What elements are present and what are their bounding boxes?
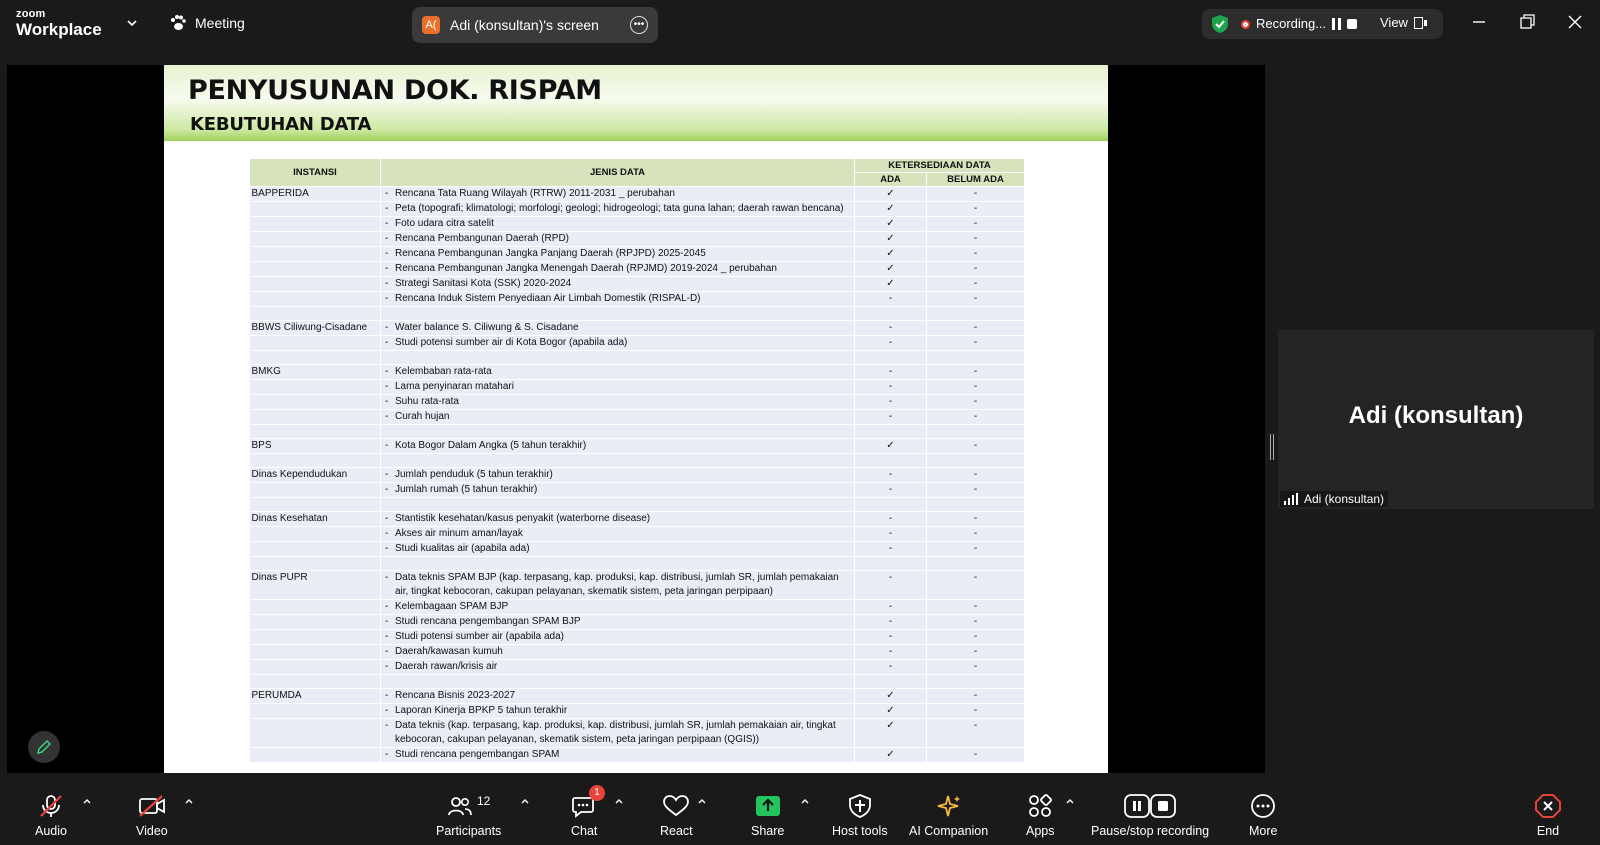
empty-cell — [381, 557, 855, 571]
shield-check-icon[interactable] — [1210, 14, 1230, 34]
close-icon[interactable] — [1565, 12, 1585, 32]
heart-icon — [662, 794, 690, 818]
belum-ada-cell: - — [927, 660, 1025, 675]
instansi-cell — [250, 336, 381, 351]
instansi-cell — [250, 645, 381, 660]
ada-cell: - — [855, 395, 927, 410]
jenis-data-cell: - Rencana Pembangunan Jangka Menengah Daerah (RPJMD) 2019-2024 _ perubahan — [381, 262, 855, 277]
table-row — [250, 277, 1025, 292]
table-row — [250, 527, 1025, 542]
ada-cell: - — [855, 321, 927, 336]
belum-ada-cell: - — [927, 542, 1025, 557]
ada-cell: - — [855, 483, 927, 498]
stop-icon[interactable] — [1347, 19, 1357, 29]
belum-ada-cell: - — [927, 321, 1025, 336]
slide-subtitle: KEBUTUHAN DATA — [190, 114, 372, 135]
recording-dot-icon — [1241, 20, 1250, 29]
instansi-cell — [250, 704, 381, 719]
screen-avatar: A( — [422, 16, 440, 34]
empty-cell — [250, 498, 381, 512]
participant-footer — [1280, 491, 1388, 507]
jenis-data-cell: - Data teknis SPAM BJP (kap. terpasang, kap. produksi, kap. distribusi, jumlah SR, jumlah pemakaian air, tingkat kebocoran, cakupan pelayanan, skematik sistem, peta jaringan perpipaan) — [381, 571, 855, 600]
slide-title: PENYUSUNAN DOK. RISPAM — [188, 75, 602, 106]
ada-cell: - — [855, 336, 927, 351]
table-gap-row — [250, 351, 1025, 365]
share-screen-icon — [755, 794, 781, 818]
belum-ada-cell: - — [927, 468, 1025, 483]
audio-caret-icon[interactable] — [82, 796, 92, 806]
participant-name: Adi (konsultan) — [1348, 402, 1524, 429]
table-row — [250, 232, 1025, 247]
belum-ada-cell: - — [927, 512, 1025, 527]
belum-ada-cell: - — [927, 232, 1025, 247]
ada-cell: - — [855, 380, 927, 395]
video-off-icon — [137, 794, 167, 818]
more-options-icon[interactable]: ••• — [630, 16, 648, 34]
empty-cell — [381, 425, 855, 439]
empty-cell — [855, 498, 927, 512]
empty-cell — [250, 351, 381, 365]
belum-ada-cell: - — [927, 410, 1025, 425]
table-row — [250, 689, 1025, 704]
apps-caret-icon[interactable] — [1065, 796, 1075, 806]
ada-cell: ✓ — [855, 187, 927, 202]
jenis-data-cell: - Studi potensi sumber air di Kota Bogor (apabila ada) — [381, 336, 855, 351]
brand-line1: zoom — [16, 8, 46, 20]
ada-cell: - — [855, 468, 927, 483]
belum-ada-cell: - — [927, 704, 1025, 719]
table-row — [250, 468, 1025, 483]
ada-cell: ✓ — [855, 748, 927, 763]
table-gap-row — [250, 557, 1025, 571]
jenis-data-cell: - Studi kualitas air (apabila ada) — [381, 542, 855, 557]
participants-count: 12 — [476, 794, 491, 808]
table-row — [250, 600, 1025, 615]
more-button[interactable] — [1249, 794, 1277, 838]
microphone-muted-icon — [38, 794, 64, 818]
audio-button[interactable] — [35, 794, 67, 838]
table-row — [250, 380, 1025, 395]
share-label: Share — [751, 824, 785, 838]
instansi-cell — [250, 410, 381, 425]
zoom-logo — [16, 9, 102, 38]
belum-ada-cell: - — [927, 365, 1025, 380]
jenis-data-cell: - Rencana Pembangunan Jangka Panjang Daerah (RPJPD) 2025-2045 — [381, 247, 855, 262]
belum-ada-cell: - — [927, 748, 1025, 763]
meeting-label: Meeting — [195, 15, 245, 31]
jenis-data-cell: - Rencana Bisnis 2023-2027 — [381, 689, 855, 704]
view-layout-icon — [1414, 17, 1428, 29]
empty-cell — [381, 454, 855, 468]
jenis-data-cell: - Studi rencana pengembangan SPAM BJP — [381, 615, 855, 630]
ai-companion-label: AI Companion — [909, 824, 989, 838]
empty-cell — [855, 351, 927, 365]
ada-cell: - — [855, 542, 927, 557]
jenis-data-cell: - Rencana Pembangunan Daerah (RPD) — [381, 232, 855, 247]
shared-slide — [164, 65, 1108, 773]
recording-label: Recording... — [1256, 16, 1327, 31]
table-row — [250, 321, 1025, 336]
instansi-cell — [250, 292, 381, 307]
ada-cell: ✓ — [855, 277, 927, 292]
shield-icon — [847, 794, 873, 818]
belum-ada-cell: - — [927, 439, 1025, 454]
jenis-data-cell: - Kelembagaan SPAM BJP — [381, 600, 855, 615]
view-label: View — [1380, 15, 1408, 30]
table-gap-row — [250, 498, 1025, 512]
ada-cell: - — [855, 571, 927, 600]
instansi-cell — [250, 232, 381, 247]
jenis-data-cell: - Studi potensi sumber air (apabila ada) — [381, 630, 855, 645]
table-row — [250, 660, 1025, 675]
jenis-data-cell: - Kelembaban rata-rata — [381, 365, 855, 380]
instansi-cell — [250, 600, 381, 615]
table-row — [250, 247, 1025, 262]
belum-ada-cell: - — [927, 277, 1025, 292]
jenis-data-cell: - Lama penyinaran matahari — [381, 380, 855, 395]
belum-ada-cell: - — [927, 187, 1025, 202]
table-row — [250, 262, 1025, 277]
empty-cell — [250, 307, 381, 321]
ada-cell: - — [855, 512, 927, 527]
table-row — [250, 483, 1025, 498]
ada-cell: - — [855, 410, 927, 425]
table-row — [250, 439, 1025, 454]
host-tools-button[interactable] — [832, 794, 888, 838]
instansi-cell — [250, 719, 381, 748]
belum-ada-cell: - — [927, 336, 1025, 351]
empty-cell — [927, 675, 1025, 689]
instansi-cell — [250, 277, 381, 292]
belum-ada-cell: - — [927, 202, 1025, 217]
jenis-data-cell: - Curah hujan — [381, 410, 855, 425]
participant-tile[interactable] — [1278, 330, 1594, 509]
table-row — [250, 719, 1025, 748]
jenis-data-cell: - Stantistik kesehatan/kasus penyakit (waterborne disease) — [381, 512, 855, 527]
belum-ada-cell: - — [927, 630, 1025, 645]
table-row — [250, 202, 1025, 217]
chevron-down-icon[interactable] — [126, 17, 138, 29]
instansi-cell: BMKG — [250, 365, 381, 380]
belum-ada-cell: - — [927, 600, 1025, 615]
table-gap-row — [250, 307, 1025, 321]
belum-ada-cell: - — [927, 247, 1025, 262]
jenis-data-cell: - Rencana Induk Sistem Penyediaan Air Limbah Domestik (RISPAL-D) — [381, 292, 855, 307]
more-label: More — [1249, 824, 1278, 838]
jenis-data-cell: - Foto udara citra satelit — [381, 217, 855, 232]
audio-label: Audio — [35, 824, 67, 838]
jenis-data-cell: - Kota Bogor Dalam Angka (5 tahun terakhir) — [381, 439, 855, 454]
table-row — [250, 542, 1025, 557]
pencil-icon — [36, 739, 52, 755]
belum-ada-cell: - — [927, 571, 1025, 600]
empty-cell — [855, 557, 927, 571]
apps-icon — [1027, 794, 1053, 818]
header-ada: ADA — [855, 173, 927, 187]
instansi-cell: Dinas PUPR — [250, 571, 381, 600]
jenis-data-cell: - Rencana Tata Ruang Wilayah (RTRW) 2011-2031 _ perubahan — [381, 187, 855, 202]
view-menu[interactable] — [1380, 15, 1428, 30]
instansi-cell — [250, 615, 381, 630]
ada-cell: ✓ — [855, 202, 927, 217]
belum-ada-cell: - — [927, 527, 1025, 542]
belum-ada-cell: - — [927, 483, 1025, 498]
header-ketersediaan: KETERSEDIAAN DATA — [855, 159, 1025, 173]
table-row — [250, 748, 1025, 763]
instansi-cell — [250, 262, 381, 277]
instansi-cell — [250, 395, 381, 410]
jenis-data-cell: - Studi rencana pengembangan SPAM — [381, 748, 855, 763]
instansi-cell: PERUMDA — [250, 689, 381, 704]
ada-cell: - — [855, 645, 927, 660]
header-jenis-data: JENIS DATA — [381, 159, 855, 187]
jenis-data-cell: - Suhu rata-rata — [381, 395, 855, 410]
instansi-cell: BAPPERIDA — [250, 187, 381, 202]
empty-cell — [927, 351, 1025, 365]
minimize-icon[interactable] — [1469, 12, 1489, 32]
ada-cell: ✓ — [855, 247, 927, 262]
instansi-cell — [250, 542, 381, 557]
table-row — [250, 512, 1025, 527]
annotate-button[interactable] — [28, 731, 60, 763]
instansi-cell: Dinas Kesehatan — [250, 512, 381, 527]
sparkle-icon — [936, 794, 962, 818]
empty-cell — [250, 675, 381, 689]
react-button[interactable] — [660, 794, 693, 838]
react-label: React — [660, 824, 693, 838]
jenis-data-cell: - Strategi Sanitasi Kota (SSK) 2020-2024 — [381, 277, 855, 292]
ada-cell: ✓ — [855, 689, 927, 704]
participants-icon — [447, 794, 473, 818]
instansi-cell: BPS — [250, 439, 381, 454]
jenis-data-cell: - Jumlah penduduk (5 tahun terakhir) — [381, 468, 855, 483]
meeting-menu[interactable] — [169, 14, 245, 32]
empty-cell — [927, 557, 1025, 571]
belum-ada-cell: - — [927, 719, 1025, 748]
instansi-cell — [250, 660, 381, 675]
paw-icon — [169, 14, 187, 32]
header-instansi: INSTANSI — [250, 159, 381, 187]
video-button[interactable] — [136, 794, 168, 838]
belum-ada-cell: - — [927, 615, 1025, 630]
table-row — [250, 187, 1025, 202]
instansi-cell — [250, 380, 381, 395]
table-gap-row — [250, 425, 1025, 439]
ada-cell: ✓ — [855, 719, 927, 748]
instansi-cell — [250, 630, 381, 645]
table-body — [250, 187, 1025, 763]
empty-cell — [927, 425, 1025, 439]
empty-cell — [381, 498, 855, 512]
table-row — [250, 336, 1025, 351]
participants-label: Participants — [436, 824, 502, 838]
belum-ada-cell: - — [927, 292, 1025, 307]
end-icon — [1535, 794, 1561, 818]
chat-badge: 1 — [589, 785, 605, 801]
empty-cell — [855, 425, 927, 439]
belum-ada-cell: - — [927, 262, 1025, 277]
chat-button[interactable] — [571, 794, 597, 838]
share-button[interactable] — [751, 794, 784, 838]
ada-cell: ✓ — [855, 704, 927, 719]
table-row — [250, 217, 1025, 232]
signal-icon — [1284, 493, 1298, 505]
ada-cell: - — [855, 660, 927, 675]
video-label: Video — [136, 824, 168, 838]
jenis-data-cell: - Daerah rawan/krisis air — [381, 660, 855, 675]
ada-cell: - — [855, 600, 927, 615]
ada-cell: - — [855, 527, 927, 542]
belum-ada-cell: - — [927, 645, 1025, 660]
table-row — [250, 704, 1025, 719]
screen-label: Adi (konsultan)'s screen — [450, 17, 599, 33]
ada-cell: ✓ — [855, 439, 927, 454]
jenis-data-cell: - Data teknis (kap. terpasang, kap. produksi, kap. distribusi, jumlah SR, jumlah pemakaian air, tingkat kebocoran, cakupan pelayanan, skematik sistem, peta jaringan perpipaan (QGIS)) — [381, 719, 855, 748]
ada-cell: - — [855, 365, 927, 380]
apps-label: Apps — [1026, 824, 1055, 838]
slide-header — [164, 65, 1108, 141]
apps-button[interactable] — [1026, 794, 1055, 838]
empty-cell — [381, 307, 855, 321]
ada-cell: ✓ — [855, 232, 927, 247]
table-row — [250, 571, 1025, 600]
pause-stop-label: Pause/stop recording — [1091, 824, 1210, 838]
empty-cell — [381, 675, 855, 689]
header-belum-ada: BELUM ADA — [927, 173, 1025, 187]
table-row — [250, 292, 1025, 307]
jenis-data-cell: - Laporan Kinerja BPKP 5 tahun terakhir — [381, 704, 855, 719]
ai-companion-button[interactable] — [909, 794, 988, 838]
empty-cell — [927, 498, 1025, 512]
pause-stop-icon — [1124, 794, 1176, 818]
jenis-data-cell: - Jumlah rumah (5 tahun terakhir) — [381, 483, 855, 498]
instansi-cell — [250, 247, 381, 262]
share-caret-icon[interactable] — [800, 796, 810, 806]
meeting-toolbar — [0, 788, 1600, 845]
brand-line2: Workplace — [16, 20, 102, 39]
ada-cell: ✓ — [855, 262, 927, 277]
instansi-cell — [250, 217, 381, 232]
empty-cell — [250, 454, 381, 468]
belum-ada-cell: - — [927, 689, 1025, 704]
jenis-data-cell: - Water balance S. Ciliwung & S. Cisadane — [381, 321, 855, 336]
chat-caret-icon[interactable] — [614, 796, 624, 806]
belum-ada-cell: - — [927, 395, 1025, 410]
screen-share-indicator[interactable] — [412, 7, 658, 43]
jenis-data-cell: - Peta (topografi; klimatologi; morfologi; geologi; hidrogeologi; tata guna lahan; daerah rawan bencana) — [381, 202, 855, 217]
instansi-cell — [250, 202, 381, 217]
empty-cell — [927, 307, 1025, 321]
table-row — [250, 410, 1025, 425]
table-gap-row — [250, 454, 1025, 468]
jenis-data-cell: - Akses air minum aman/layak — [381, 527, 855, 542]
ada-cell: - — [855, 615, 927, 630]
restore-icon[interactable] — [1517, 12, 1537, 32]
resize-handle[interactable] — [1270, 434, 1274, 460]
data-table — [249, 158, 1025, 763]
end-button[interactable] — [1535, 794, 1561, 838]
participant-footer-name: Adi (konsultan) — [1304, 492, 1385, 506]
empty-cell — [250, 425, 381, 439]
empty-cell — [927, 454, 1025, 468]
end-label: End — [1536, 824, 1560, 838]
belum-ada-cell: - — [927, 380, 1025, 395]
recording-panel — [1202, 9, 1443, 39]
host-tools-label: Host tools — [832, 824, 888, 838]
instansi-cell — [250, 483, 381, 498]
participants-button[interactable] — [436, 794, 501, 838]
instansi-cell: Dinas Kependudukan — [250, 468, 381, 483]
table-row — [250, 645, 1025, 660]
empty-cell — [250, 557, 381, 571]
empty-cell — [855, 675, 927, 689]
ada-cell: - — [855, 630, 927, 645]
empty-cell — [381, 351, 855, 365]
title-bar — [0, 0, 1600, 47]
table-row — [250, 395, 1025, 410]
jenis-data-cell: - Daerah/kawasan kumuh — [381, 645, 855, 660]
instansi-cell — [250, 527, 381, 542]
instansi-cell — [250, 748, 381, 763]
table-row — [250, 615, 1025, 630]
ada-cell: - — [855, 292, 927, 307]
table-row — [250, 365, 1025, 380]
video-caret-icon[interactable] — [184, 796, 194, 806]
table-row — [250, 630, 1025, 645]
pause-icon[interactable] — [1332, 18, 1342, 30]
empty-cell — [855, 307, 927, 321]
belum-ada-cell: - — [927, 217, 1025, 232]
empty-cell — [855, 454, 927, 468]
table-gap-row — [250, 675, 1025, 689]
participants-caret-icon[interactable] — [520, 796, 530, 806]
react-caret-icon[interactable] — [697, 796, 707, 806]
more-icon — [1250, 794, 1276, 818]
ada-cell: ✓ — [855, 217, 927, 232]
pause-stop-recording-button[interactable] — [1091, 794, 1209, 838]
chat-label: Chat — [571, 824, 598, 838]
instansi-cell: BBWS Ciliwung-Cisadane — [250, 321, 381, 336]
